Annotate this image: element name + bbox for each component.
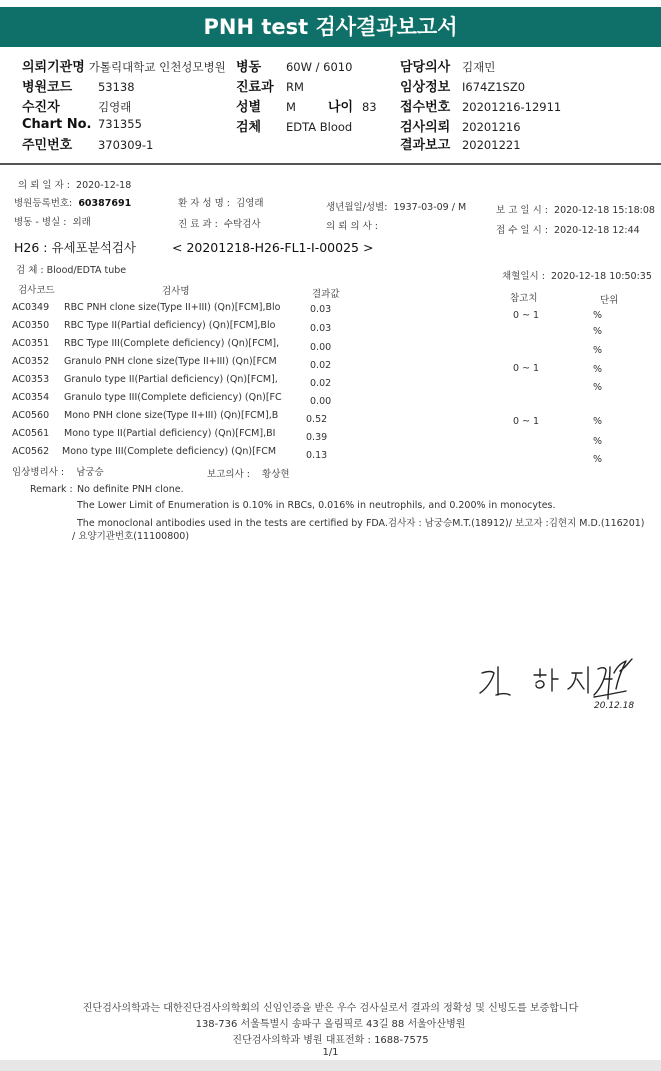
header-value: I674Z1SZ0 [461, 80, 526, 94]
row-name: Mono PNH clone size(Type II+III) (Qn)[FCM],B [64, 410, 279, 421]
receipt-datetime [496, 222, 640, 236]
column-header-code: 검사코드 [18, 285, 55, 296]
header-label: 검체 [236, 120, 262, 135]
header-divider [0, 163, 661, 165]
department [178, 216, 261, 230]
footer-address: 138-736 서울특별시 송파구 올림픽로 43길 88 서울아산병원 [195, 1019, 466, 1030]
report-date-label: 보 고 일 시 : [496, 205, 548, 216]
row-name: RBC Type III(Complete deficiency) (Qn)[FCM], [64, 338, 280, 349]
header-label: 결과보고 [400, 138, 451, 153]
table-row [0, 446, 661, 464]
header-request-date [400, 116, 521, 135]
report-date-value: 2020-12-18 15:18:08 [554, 205, 655, 216]
row-result: 0.02 [310, 360, 332, 371]
svg-text:20.12.18: 20.12.18 [594, 701, 635, 711]
row-code: AC0353 [12, 374, 50, 385]
row-result: 0.02 [310, 378, 332, 389]
row-code: AC0349 [12, 302, 50, 313]
row-code: AC0352 [12, 356, 50, 367]
bottom-strip [0, 1060, 661, 1071]
header-dept [236, 76, 304, 95]
header-label: 나이 [328, 100, 354, 115]
dept-value: 수탁검사 [223, 219, 261, 230]
header-value: 53138 [97, 80, 135, 94]
row-name: Granulo PNH clone size(Type II+III) (Qn)[FCM [64, 356, 277, 367]
header-result-date [400, 134, 521, 153]
reg-no-value: 60387691 [78, 198, 132, 209]
header-value: 83 [361, 100, 377, 114]
table-row [0, 338, 661, 356]
remark-line: No definite PNH clone. [77, 484, 184, 495]
column-header-name: 검사명 [162, 286, 190, 297]
reporter-value: 황상현 [262, 469, 290, 480]
header-label: 성별 [236, 100, 262, 115]
header-value: RM [285, 80, 304, 94]
collect-label: 채혈일시 : [502, 271, 545, 282]
row-unit: % [593, 364, 603, 375]
header-label: 검사의뢰 [400, 120, 451, 135]
remark-label: Remark : [30, 484, 73, 495]
row-name: RBC PNH clone size(Type II+III) (Qn)[FCM],Blo [64, 302, 281, 313]
header-value: EDTA Blood [285, 120, 353, 134]
header-value: 20201216 [461, 120, 521, 134]
pathologist-label: 임상병리사 : [12, 467, 65, 478]
doctor-label: 의 뢰 의 사 : [326, 221, 378, 232]
header-label: 진료과 [236, 80, 274, 95]
row-reference: 0 ~ 1 [513, 310, 540, 321]
registration-number [14, 195, 131, 209]
row-result: 0.39 [306, 432, 328, 443]
row-name: Granulo type II(Partial deficiency) (Qn)[FCM], [64, 374, 278, 385]
header-label: 접수번호 [400, 100, 451, 115]
table-row [0, 356, 661, 374]
reg-no-label: 병원등록번호: [14, 198, 73, 209]
header-label: 병동 [236, 60, 262, 75]
footer-contact: 진단검사의학과 병원 대표전화 : 1688-7575 [232, 1035, 429, 1046]
request-date [18, 177, 131, 191]
row-result: 0.03 [310, 304, 332, 315]
row-unit: % [593, 416, 603, 427]
requesting-doctor [326, 218, 378, 232]
row-name: Granulo type III(Complete deficiency) (Qn)[FC [64, 392, 282, 403]
remark-line: The Lower Limit of Enumeration is 0.10% in RBCs, 0.016% in neutrophils, and 0.200% in monocytes. [77, 500, 556, 511]
header-row-2 [22, 76, 135, 95]
birth-date [326, 199, 466, 213]
pathologist [12, 464, 104, 478]
dob-label: 생년월일/성별: [326, 202, 388, 213]
patient-label: 환 자 성 명 : [178, 198, 230, 209]
reporter-label: 보고의사 : [207, 469, 250, 480]
footer-certification: 진단검사의학과는 대한진단검사의학회의 신임인증을 받은 우수 검사실로서 결과의 정확성 및 신빙도를 보증합니다 [82, 1003, 579, 1014]
header-row-3 [22, 96, 131, 115]
header-value: 60W / 6010 [285, 60, 353, 74]
header-label: 담당의사 [400, 60, 451, 75]
row-code: AC0560 [12, 410, 50, 421]
header-specimen [236, 116, 352, 135]
header-clinical-info [400, 76, 525, 95]
header-value: 김재민 [461, 60, 496, 74]
patient-name [178, 195, 264, 209]
row-unit: % [593, 436, 603, 447]
column-header-result: 결과값 [312, 289, 340, 300]
accession-number: < 20201218-H26-FL1-I-00025 > [172, 240, 374, 255]
row-code: AC0561 [12, 428, 50, 439]
row-code: AC0350 [12, 320, 50, 331]
header-label: 주민번호 [22, 138, 73, 153]
header-value: 20201216-12911 [461, 100, 562, 114]
header-value: 370309-1 [97, 138, 154, 152]
header-doctor [400, 56, 495, 75]
receipt-value: 2020-12-18 12:44 [554, 225, 640, 236]
dob-value: 1937-03-09 / M [393, 202, 467, 213]
table-row [0, 410, 661, 428]
row-result: 0.00 [310, 342, 332, 353]
ward-room [14, 214, 91, 228]
row-reference: 0 ~ 1 [513, 363, 540, 374]
row-name: Mono type III(Complete deficiency) (Qn)[FCM [62, 446, 277, 457]
row-result: 0.13 [306, 450, 328, 461]
request-date-value: 2020-12-18 [76, 180, 132, 191]
collection-datetime [502, 268, 652, 282]
table-row [0, 428, 661, 446]
row-unit: % [593, 310, 603, 321]
row-unit: % [593, 454, 603, 465]
dept-label: 진 료 과 : [178, 219, 218, 230]
column-header-reference: 참고치 [510, 293, 538, 304]
section-title: H26 : 유세포분석검사 [14, 240, 136, 255]
request-date-label: 의 뢰 일 자 : [18, 180, 70, 191]
row-reference: 0 ~ 1 [513, 416, 540, 427]
specimen-type: 검 체 : Blood/EDTA tube [16, 265, 127, 276]
page-number: 1/1 [322, 1047, 339, 1058]
pathologist-value: 남궁승 [76, 467, 104, 478]
header-value: 731355 [97, 117, 142, 131]
header-sex [236, 96, 296, 115]
table-row-ref [0, 302, 661, 320]
header-label: 의뢰기관명 [22, 60, 85, 75]
header-value: 가톨릭대학교 인천성모병원 [88, 60, 226, 74]
ward-label: 병동 - 병실 : [14, 217, 67, 228]
report-title: PNH test 검사결과보고서 [0, 7, 661, 47]
row-unit: % [593, 326, 603, 337]
remark-line: / 요양기관번호(11100800) [72, 531, 190, 542]
table-row [0, 392, 661, 410]
header-label: 임상정보 [400, 80, 451, 95]
header-value: 김영래 [97, 100, 132, 114]
doctor-signature [476, 655, 636, 711]
row-name: Mono type II(Partial deficiency) (Qn)[FCM],BI [64, 428, 276, 439]
row-unit: % [593, 345, 603, 356]
header-receipt-no [400, 96, 561, 115]
ward-value: 외래 [72, 217, 91, 228]
header-row-1 [22, 56, 226, 75]
report-datetime [496, 202, 655, 216]
column-header-unit: 단위 [600, 295, 619, 306]
row-code: AC0351 [12, 338, 50, 349]
receipt-label: 접 수 일 시 : [496, 225, 548, 236]
row-name: RBC Type II(Partial deficiency) (Qn)[FCM],Blo [64, 320, 276, 331]
table-row [0, 374, 661, 392]
row-result: 0.00 [310, 396, 332, 407]
header-row-4 [22, 116, 142, 132]
header-label: 수진자 [22, 100, 60, 115]
row-unit: % [593, 382, 603, 393]
table-row [0, 320, 661, 338]
header-label: Chart No. [22, 117, 92, 132]
header-ward [236, 56, 352, 75]
remark-line: The monoclonal antibodies used in the tests are certified by FDA.검사자 : 남궁승M.T.(18912)/ 보고자 :김현지 M.D.(116201) [77, 518, 645, 529]
row-result: 0.52 [306, 414, 328, 425]
row-code: AC0562 [12, 446, 50, 457]
header-value: 20201221 [461, 138, 521, 152]
row-code: AC0354 [12, 392, 50, 403]
header-label: 병원코드 [22, 80, 73, 95]
collect-value: 2020-12-18 10:50:35 [550, 271, 652, 282]
patient-value: 김영래 [236, 198, 264, 209]
header-row-5 [22, 134, 153, 153]
reporting-doctor [207, 466, 290, 480]
header-value: M [285, 100, 296, 114]
row-result: 0.03 [310, 323, 332, 334]
header-age [328, 96, 377, 115]
